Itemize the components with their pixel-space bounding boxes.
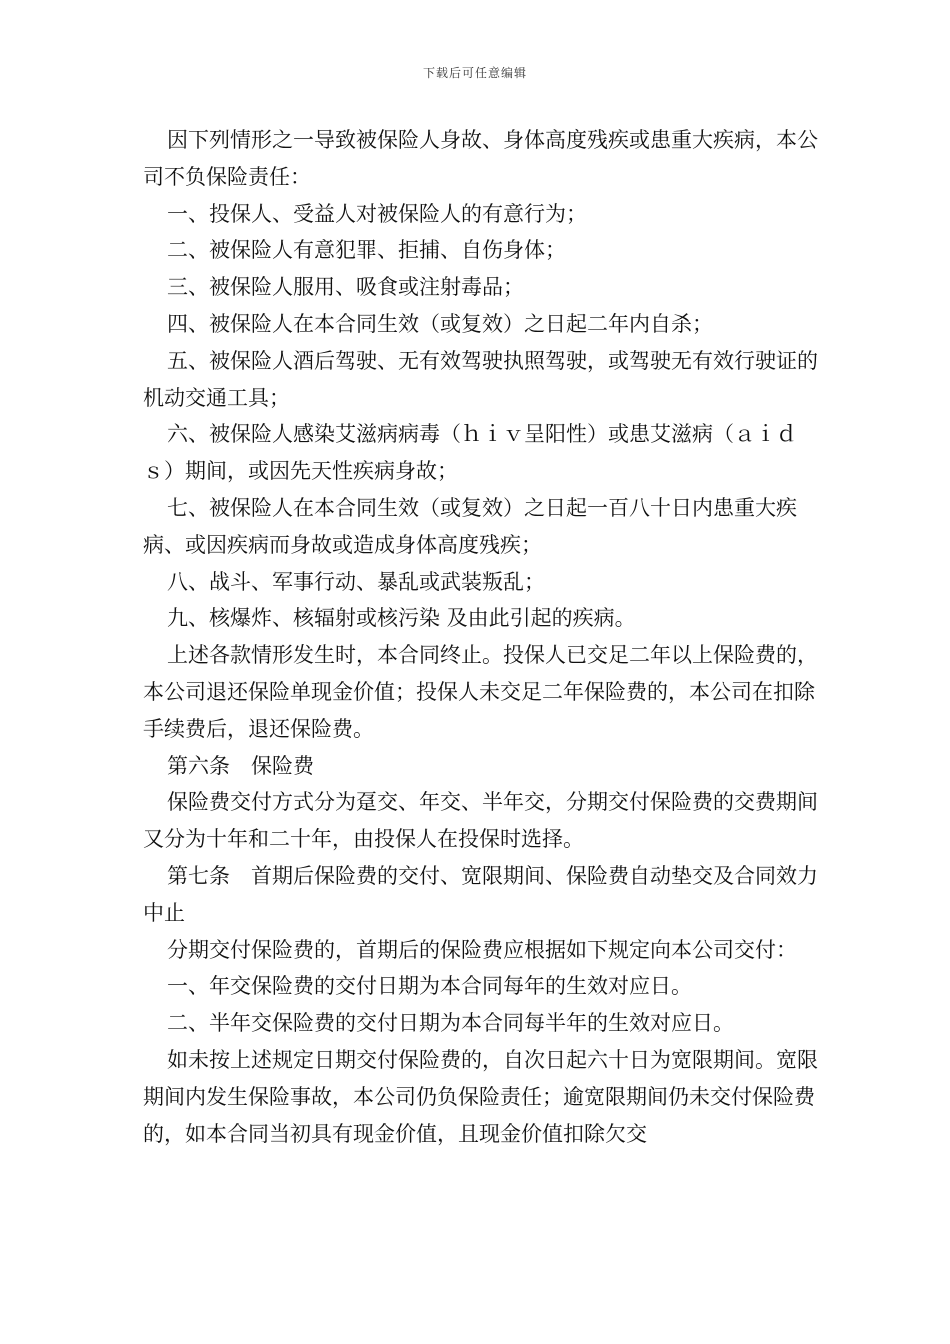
paragraph-annual-due-date: 一、年交保险费的交付日期为本合同每年的生效对应日。 [167,974,692,999]
paragraph-exclusions-intro: 因下列情形之一导致被保险人身故、身体高度残疾或患重大疾病，本公司不负保险责任： [143,128,818,189]
article-7-heading: 第七条 首期后保险费的交付、宽限期间、保险费自动垫交及合同效力中止 [143,863,818,925]
paragraph-exclusion-9: 九、核爆炸、核辐射或核污染 及由此引起的疾病。 [167,606,636,631]
paragraph-exclusion-1: 一、投保人、受益人对被保险人的有意行为； [167,201,587,226]
paragraph-exclusion-2: 二、被保险人有意犯罪、拒捕、自伤身体； [167,238,566,263]
paragraph-payment-methods: 保险费交付方式分为趸交、年交、半年交，分期交付保险费的交费期间又分为十年和二十年，由投保人在投保时选择。 [143,790,818,852]
paragraph-exclusion-5: 五、被保险人酒后驾驶、无有效驾驶执照驾驶，或驾驶无有效行驶证的机动交通工具； [143,348,818,410]
paragraph-exclusion-8: 八、战斗、军事行动、暴乱或武装叛乱； [167,569,545,594]
paragraph-installment-intro: 分期交付保险费的，首期后的保险费应根据如下规定向本公司交付： [167,937,797,962]
paragraph-exclusion-7: 七、被保险人在本合同生效（或复效）之日起一百八十日内患重大疾病、或因疾病而身故或造成身体高度残疾； [143,495,797,557]
paragraph-semiannual-due-date: 二、半年交保险费的交付日期为本合同每半年的生效对应日。 [167,1011,734,1036]
paragraph-exclusion-3: 三、被保险人服用、吸食或注射毒品； [167,275,524,300]
article-6-heading: 第六条 保险费 [167,753,314,778]
paragraph-grace-period: 如未按上述规定日期交付保险费的，自次日起六十日为宽限期间。宽限期间内发生保险事故，本公司仍负保险责任；逾宽限期间仍未交付保险费的，如本合同当初具有现金价值，且现金价值扣除欠交 [143,1047,818,1146]
document-body [143,122,823,1152]
paragraph-termination: 上述各款情形发生时，本合同终止。投保人已交足二年以上保险费的，本公司退还保险单现金价值；投保人未交足二年保险费的，本公司在扣除手续费后，退还保险费。 [143,643,818,741]
page-header-note: 下载后可任意编辑 [422,66,527,80]
paragraph-exclusion-6: 六、被保险人感染艾滋病病毒（ｈｉｖ呈阳性）或患艾滋病（ａｉｄｓ）期间，或因先天性疾病身故； [143,422,797,484]
paragraph-exclusion-4: 四、被保险人在本合同生效（或复效）之日起二年内自杀； [167,311,713,336]
